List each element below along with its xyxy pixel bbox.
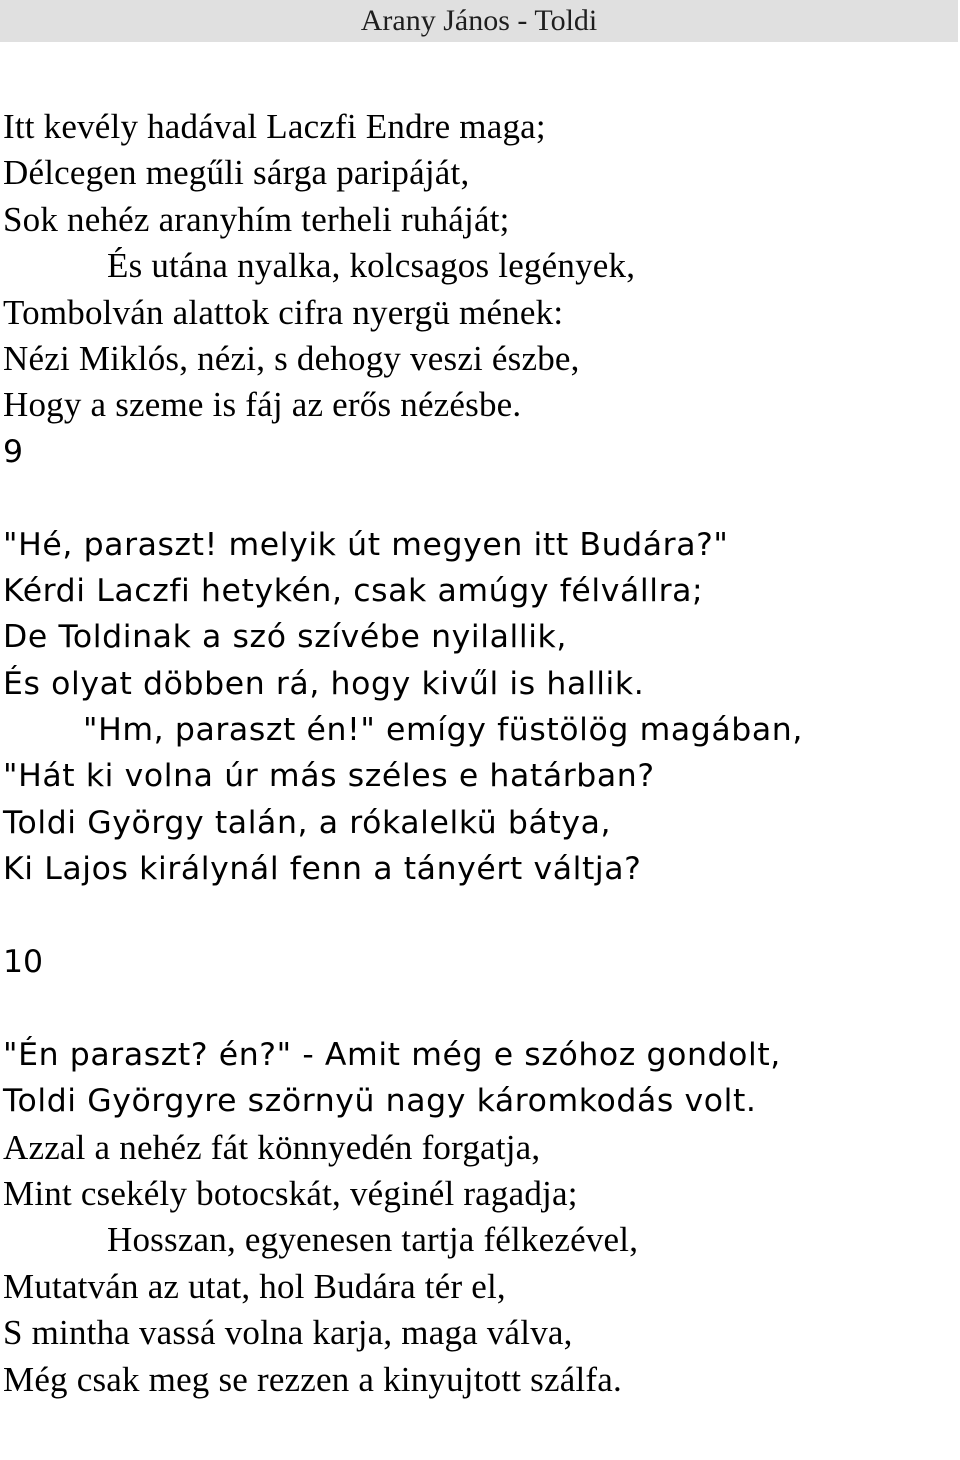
verse-line: Mutatván az utat, hol Budára tér el, xyxy=(3,1266,506,1306)
page-header xyxy=(0,0,958,42)
verse-line: Toldi György talán, a rókalelkü bátya, xyxy=(3,804,612,841)
verse-line: Nézi Miklós, nézi, s dehogy veszi észbe, xyxy=(3,338,580,378)
verse-line: Még csak meg se rezzen a kinyujtott szálfa. xyxy=(3,1359,622,1399)
verse-line: Toldi Györgyre szörnyü nagy káromkodás volt. xyxy=(3,1083,757,1120)
verse-line: Sok nehéz aranyhím terheli ruháját; xyxy=(3,199,510,239)
stanza-8 xyxy=(3,104,953,429)
verse-line: De Toldinak a szó szívébe nyilallik, xyxy=(3,619,568,656)
poem-text xyxy=(3,104,953,1403)
verse-line: Hogy a szeme is fáj az erős nézésbe. xyxy=(3,385,522,425)
verse-line: Ki Lajos királynál fenn a tányért váltja? xyxy=(3,851,642,888)
verse-line: Délcegen megűli sárga paripáját, xyxy=(3,153,470,193)
verse-line: És olyat döbben rá, hogy kivűl is hallik. xyxy=(3,665,645,702)
stanza-9 xyxy=(3,522,953,893)
verse-line: S mintha vassá volna karja, maga válva, xyxy=(3,1313,573,1353)
page-title: Arany János - Toldi xyxy=(360,4,598,37)
verse-line: Hosszan, egyenesen tartja félkezével, xyxy=(107,1220,639,1260)
stanza-number: 9 xyxy=(3,433,24,470)
verse-line: Tombolván alattok cifra nyergü mének: xyxy=(3,292,564,332)
verse-line: Azzal a nehéz fát könnyedén forgatja, xyxy=(3,1127,541,1167)
verse-line: És utána nyalka, kolcsagos legények, xyxy=(107,246,636,286)
verse-line: "Hé, paraszt! melyik út megyen itt Budára?" xyxy=(3,526,729,563)
stanza-number: 10 xyxy=(3,944,44,981)
verse-line: Mint csekély botocskát, véginél ragadja; xyxy=(3,1173,578,1213)
verse-line: Itt kevély hadával Laczfi Endre maga; xyxy=(3,107,546,146)
verse-line: "Én paraszt? én?" - Amit még e szóhoz gondolt, xyxy=(3,1036,781,1073)
stanza-10 xyxy=(3,1032,953,1403)
verse-line: "Hát ki volna úr más széles e határban? xyxy=(3,758,655,795)
verse-line: "Hm, paraszt én!" emígy füstölög magában, xyxy=(83,712,803,749)
verse-line: Kérdi Laczfi hetykén, csak amúgy félvállra; xyxy=(3,572,704,609)
